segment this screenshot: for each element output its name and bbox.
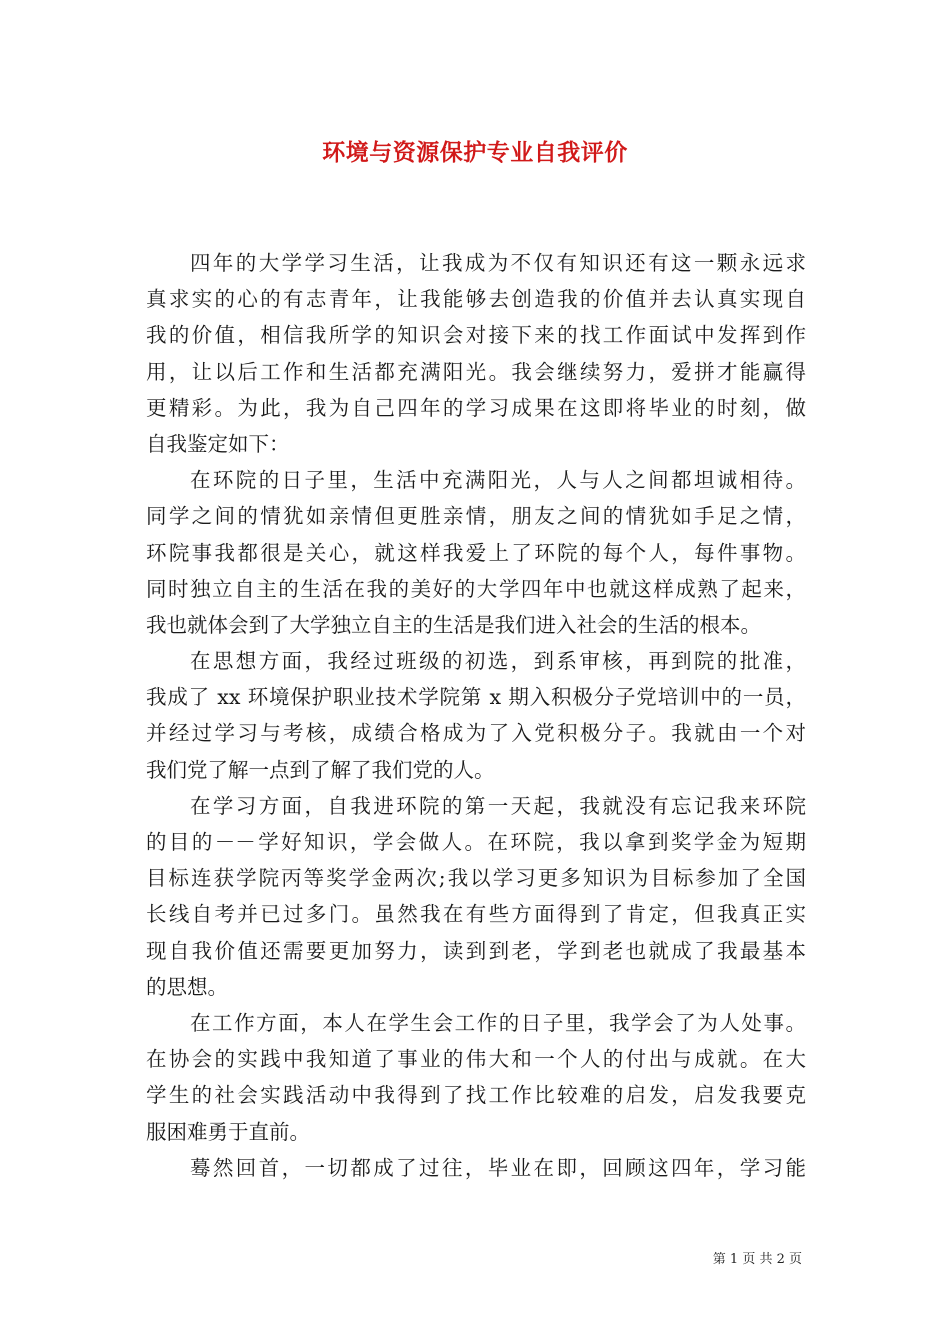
body-line: 同时独立自主的生活在我的美好的大学四年中也就这样成熟了起来， xyxy=(146,576,806,601)
body-line: 现自我价值还需要更加努力，读到到老，学到老也就成了我最基本 xyxy=(146,938,806,963)
body-line: 在协会的实践中我知道了事业的伟大和一个人的付出与成就。在大 xyxy=(146,1047,806,1072)
body-line: 我们党了解一点到了解了我们党的人。 xyxy=(146,757,495,782)
body-line: 我也就体会到了大学独立自主的生活是我们进入社会的生活的根本。 xyxy=(146,612,761,637)
body-line: 真求实的心的有志青年，让我能够去创造我的价值并去认真实现自 xyxy=(146,287,806,312)
body-line: 环院事我都很是关心，就这样我爱上了环院的每个人，每件事物。 xyxy=(146,540,806,565)
body-line: 目标连获学院丙等奖学金两次;我以学习更多知识为目标参加了全国 xyxy=(146,866,806,891)
body-line: 在工作方面，本人在学生会工作的日子里，我学会了为人处事。 xyxy=(190,1010,806,1035)
body-line: 在学习方面，自我进环院的第一天起，我就没有忘记我来环院 xyxy=(190,793,806,818)
body-line: 我成了 xx 环境保护职业技术学院第 x 期入积极分子党培训中的一员， xyxy=(146,685,806,710)
body-line: 学生的社会实践活动中我得到了找工作比较难的启发，启发我要克 xyxy=(146,1083,806,1108)
body-line: 的思想。 xyxy=(146,974,228,999)
body-line: 我的价值，相信我所学的知识会对接下来的找工作面试中发挥到作 xyxy=(146,323,806,348)
body-line: 服困难勇于直前。 xyxy=(146,1119,310,1144)
body-line: 长线自考并已过多门。虽然我在有些方面得到了肯定，但我真正实 xyxy=(146,902,806,927)
body-line: 四年的大学学习生活，让我成为不仅有知识还有这一颗永远求 xyxy=(190,251,806,275)
page-number: 第 1 页 共 2 页 xyxy=(712,1252,802,1267)
body-line: 自我鉴定如下： xyxy=(146,431,290,456)
body-line: 在环院的日子里，生活中充满阳光，人与人之间都坦诚相待。 xyxy=(190,468,806,493)
body-line: 的目的－－学好知识，学会做人。在环院，我以拿到奖学金为短期 xyxy=(146,830,806,854)
document-body xyxy=(146,245,806,1186)
body-line: 用，让以后工作和生活都充满阳光。我会继续努力，爱拼才能赢得 xyxy=(146,359,806,384)
body-line: 更精彩。为此，我为自己四年的学习成果在这即将毕业的时刻，做 xyxy=(146,395,806,420)
body-line: 在思想方面，我经过班级的初选，到系审核，再到院的批准， xyxy=(190,649,806,674)
body-line: 同学之间的情犹如亲情但更胜亲情，朋友之间的情犹如手足之情， xyxy=(146,504,806,529)
body-line: 并经过学习与考核，成绩合格成为了入党积极分子。我就由一个对 xyxy=(146,721,806,746)
document-title: 环境与资源保护专业自我评价 xyxy=(322,139,628,166)
body-line: 蓦然回首，一切都成了过往，毕业在即，回顾这四年，学习能 xyxy=(190,1155,806,1180)
